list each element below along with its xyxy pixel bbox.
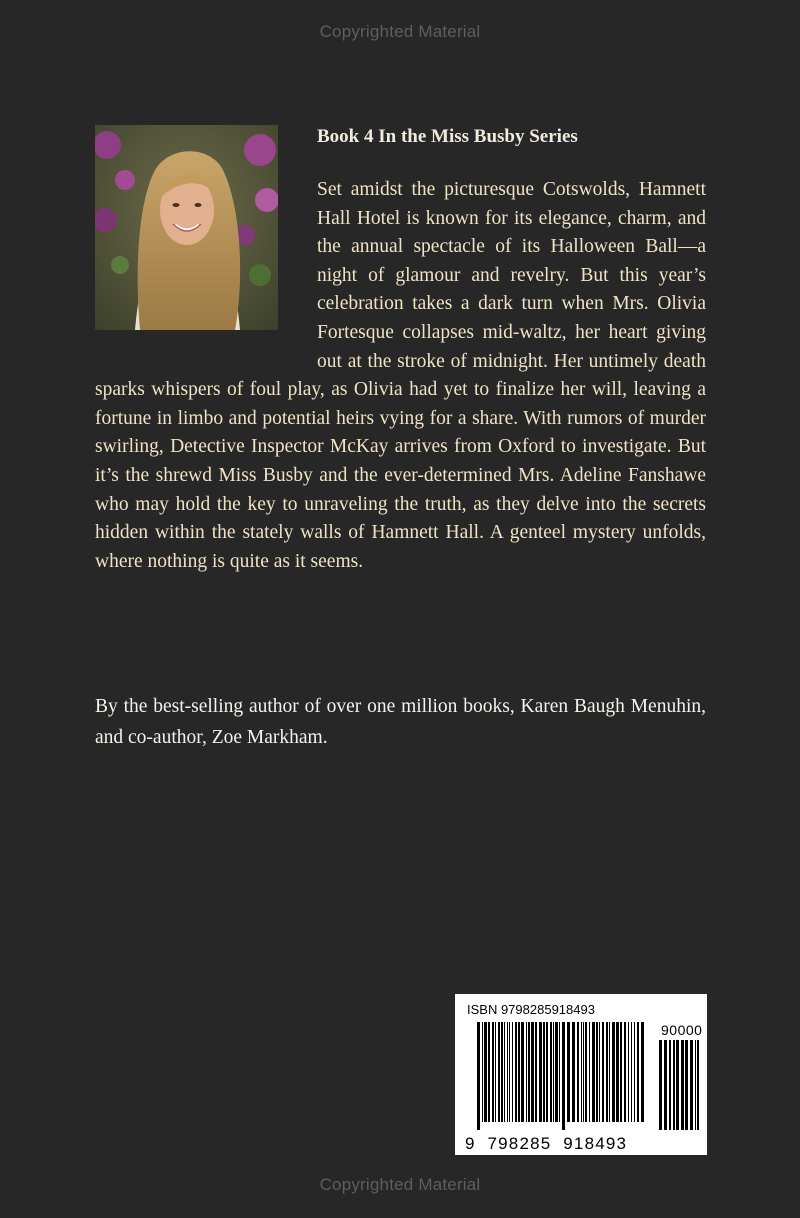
book-blurb: Set amidst the picturesque Cotswolds, Hamnett Hall Hotel is known for its elegance, charm, and the annual spectacle of its Halloween Ball—a night of glamour and revelry. But this year’s celebration takes a dark turn when Mrs. Olivia Fortesque collapses mid-waltz, her heart giving out at the stroke of midnight. Her untimely death sparks whispers of foul play, as Olivia had yet to finalize her will, leaving a fortune in limbo and potential heirs vying for a share. With rumors of murder swirling, Detective Inspector McKay arrives from Oxford to investigate. But it’s the shrewd Miss Busby and the ever-determined Mrs. Adeline Fanshawe who may hold the key to unraveling the truth, as they delve into the secrets hidden within the stately walls of Hamnett Hall. A genteel mystery unfolds, where nothing is quite as it seems. (95, 179, 706, 572)
barcode-bar (555, 1022, 558, 1122)
price-barcode-bar (676, 1040, 679, 1130)
price-barcode-bars (659, 1040, 701, 1130)
barcode-bar (553, 1022, 554, 1122)
barcode-bar (559, 1022, 560, 1122)
barcode-bar (539, 1022, 542, 1122)
barcode-bar (495, 1022, 496, 1122)
barcode-bar (521, 1022, 524, 1122)
barcode-bar (592, 1022, 595, 1122)
series-headline: Book 4 In the Miss Busby Series (317, 126, 578, 147)
barcode-bar (628, 1022, 629, 1122)
barcode-bar (637, 1022, 639, 1122)
barcode-bar (567, 1022, 570, 1122)
price-barcode-bar (695, 1040, 696, 1130)
barcode-bar (477, 1022, 480, 1130)
barcode-bar (550, 1022, 552, 1122)
isbn-barcode (455, 994, 707, 1155)
barcode-digits: 9 798285 918493 (465, 1134, 628, 1153)
price-barcode-bar (673, 1040, 675, 1130)
barcode-bar (585, 1022, 587, 1122)
barcode-bar (602, 1022, 604, 1122)
barcode-bar (531, 1022, 534, 1122)
price-barcode-bar (664, 1040, 667, 1130)
price-barcode-bar (690, 1040, 693, 1130)
barcode-bar (609, 1022, 610, 1122)
barcode-bar (641, 1022, 644, 1122)
barcode-bar (624, 1022, 626, 1122)
price-code-label: 90000 (661, 1022, 703, 1038)
isbn-label: ISBN 9798285918493 (467, 1002, 595, 1017)
barcode-bar (612, 1022, 615, 1122)
barcode-bar (504, 1022, 505, 1122)
barcode-bar (515, 1022, 517, 1122)
barcode-bar (631, 1022, 632, 1122)
barcode-bar (634, 1022, 635, 1122)
author-byline: By the best-selling author of over one million books, Karen Baugh Menuhin, and co-author, Zoe Markham. (95, 696, 706, 748)
barcode-bar (620, 1022, 622, 1122)
barcode-bar (484, 1022, 487, 1122)
copyright-watermark-bottom: Copyrighted Material (319, 1175, 481, 1194)
barcode-bar (492, 1022, 494, 1122)
barcode-bar (507, 1022, 508, 1122)
barcode-bar (512, 1022, 513, 1122)
barcode-bar (572, 1022, 575, 1122)
barcode-bar (535, 1022, 537, 1122)
barcode-bar (596, 1022, 598, 1122)
price-barcode-bar (697, 1040, 699, 1130)
barcode-bar (482, 1022, 483, 1122)
barcode-bar (583, 1022, 584, 1122)
barcode-bar (589, 1022, 590, 1122)
barcode-bar (526, 1022, 527, 1122)
photo-float-spacer (95, 176, 317, 371)
barcode-bar (488, 1022, 490, 1122)
barcode-bar (498, 1022, 500, 1122)
barcode-bar (581, 1022, 582, 1122)
barcode-bar (599, 1022, 600, 1122)
barcode-bar (509, 1022, 510, 1122)
price-barcode-bar (669, 1040, 671, 1130)
price-barcode-bar (681, 1040, 684, 1130)
barcode-bar (528, 1022, 530, 1122)
barcode-bar (546, 1022, 548, 1122)
book-blurb-container (95, 176, 706, 576)
barcode-bar (616, 1022, 619, 1122)
barcode-bar (518, 1022, 520, 1122)
price-barcode-bar (685, 1040, 688, 1130)
price-barcode-bar (659, 1040, 662, 1130)
barcode-bars (477, 1022, 647, 1130)
barcode-bar (577, 1022, 579, 1122)
barcode-bar (543, 1022, 545, 1122)
copyright-watermark-top: Copyrighted Material (319, 22, 481, 41)
barcode-bar (606, 1022, 608, 1122)
barcode-bar (562, 1022, 565, 1130)
barcode-bar (501, 1022, 503, 1122)
